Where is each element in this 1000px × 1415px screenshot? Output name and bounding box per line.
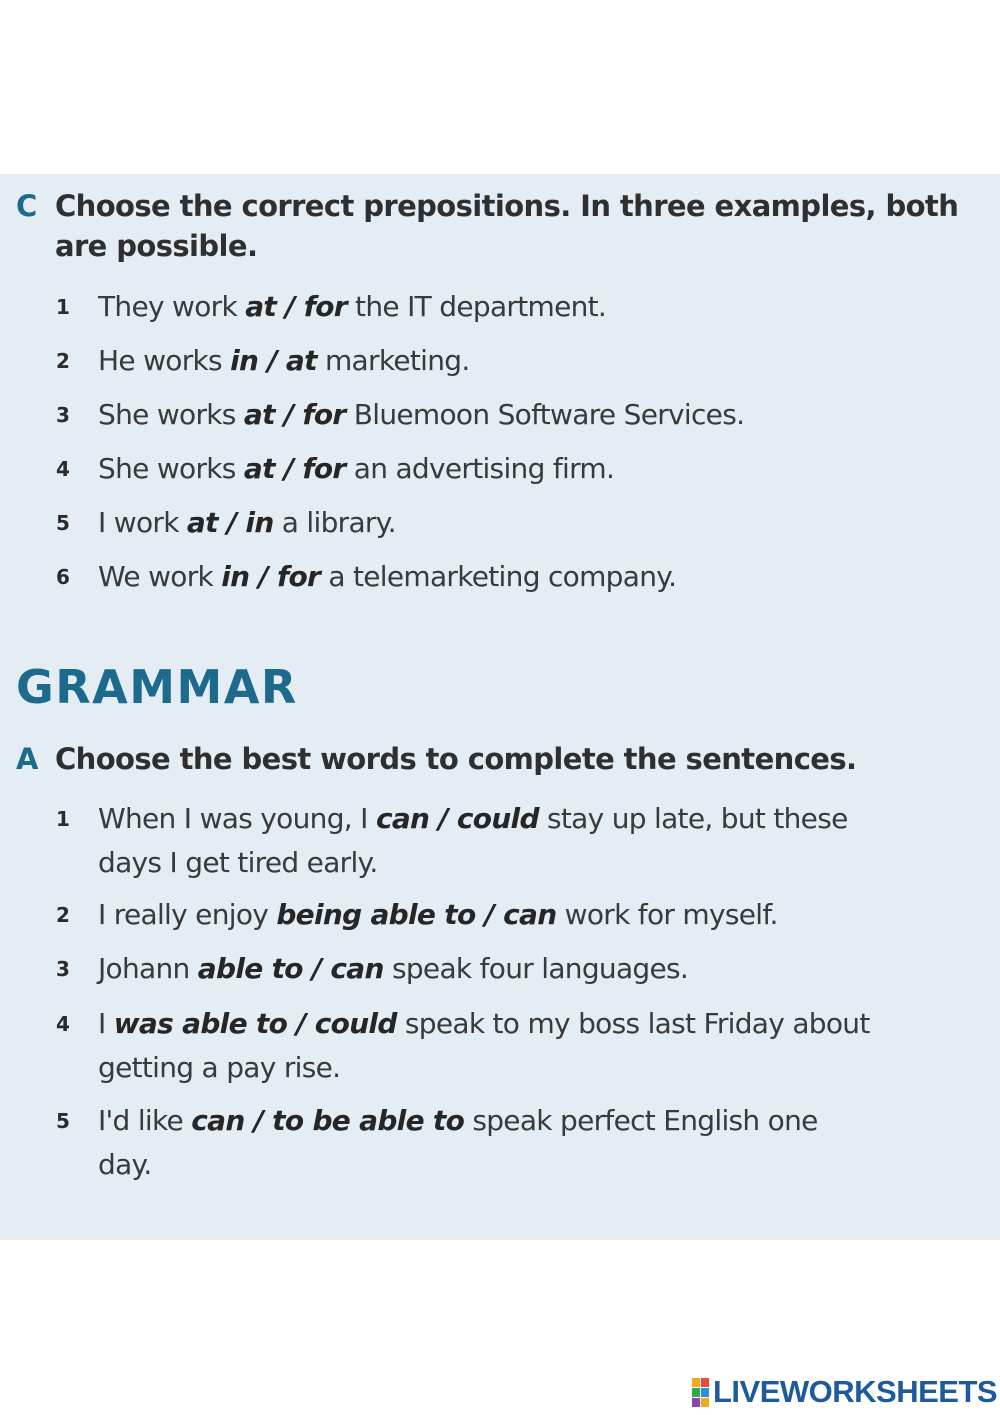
item-number: 2 (56, 349, 70, 373)
item-text-pre: She works (98, 398, 244, 431)
item-number: 3 (56, 403, 70, 427)
section-a-item-3 (56, 947, 886, 991)
section-c-heading (16, 186, 958, 266)
item-text-pre: I work (98, 506, 187, 539)
item-number: 3 (56, 957, 70, 981)
item-text-post: stay up late, but these days I get tired early. (98, 802, 848, 879)
item-text-post: speak four languages. (383, 952, 689, 985)
item-options[interactable]: can / to be able to (191, 1104, 465, 1137)
section-c-letter: C (16, 189, 37, 223)
item-text-pre: We work (98, 560, 222, 593)
item-options[interactable]: in / for (221, 560, 321, 593)
grammar-title: GRAMMAR (16, 660, 298, 714)
item-text-pre: He works (98, 344, 231, 377)
item-options[interactable]: being able to / can (276, 898, 557, 931)
item-text-pre: They work (98, 290, 246, 323)
item-options[interactable]: at / for (245, 290, 347, 323)
section-a-item-1 (56, 797, 886, 885)
item-number: 5 (56, 1109, 70, 1133)
section-c-item-5 (56, 501, 886, 545)
item-number: 4 (56, 1012, 70, 1036)
item-options[interactable]: in / at (230, 344, 317, 377)
section-c-item-1 (56, 285, 886, 329)
section-c-item-2 (56, 339, 886, 383)
item-text-pre: Johann (98, 952, 198, 985)
section-a-item-5 (56, 1099, 886, 1187)
item-text-pre: She works (98, 452, 244, 485)
item-text-post: a library. (273, 506, 396, 539)
item-text-post: Bluemoon Software Services. (345, 398, 745, 431)
section-a-item-2 (56, 893, 886, 937)
section-c-instruction-line1: Choose the correct prepositions. In three examples, both (55, 189, 959, 223)
section-a-item-4 (56, 1002, 886, 1090)
item-options[interactable]: at / for (243, 398, 346, 431)
item-text-post: marketing. (316, 344, 470, 377)
section-a-instruction: Choose the best words to complete the sentences. (55, 742, 857, 776)
item-options[interactable]: was able to / could (113, 1007, 397, 1040)
section-c-item-6 (56, 555, 886, 599)
liveworksheets-logo[interactable] (692, 1372, 997, 1412)
item-number: 5 (56, 511, 70, 535)
item-text-post: the IT department. (346, 290, 607, 323)
logo-text: LIVEWORKSHEETS (713, 1374, 998, 1409)
item-number: 4 (56, 457, 70, 481)
item-text-pre: When I was young, I (98, 802, 376, 835)
item-text-post: work for myself. (556, 898, 778, 931)
item-number: 1 (56, 807, 70, 831)
section-a-heading (16, 739, 856, 779)
item-options[interactable]: able to / can (197, 952, 384, 985)
item-text-post: speak to my boss last Friday about getting a pay rise. (98, 1007, 870, 1084)
item-options[interactable]: can / could (375, 802, 539, 835)
section-c-item-4 (56, 447, 886, 491)
item-text-pre: I'd like (98, 1104, 192, 1137)
item-text-pre: I (98, 1007, 114, 1040)
item-number: 6 (56, 565, 70, 589)
item-options[interactable]: at / for (243, 452, 346, 485)
item-number: 2 (56, 903, 70, 927)
item-number: 1 (56, 295, 70, 319)
section-a-letter: A (16, 742, 38, 776)
item-text-post: a telemarketing company. (320, 560, 677, 593)
item-options[interactable]: at / in (186, 506, 274, 539)
section-c-instruction-line2: are possible. (55, 229, 258, 263)
item-text-post: an advertising firm. (345, 452, 615, 485)
section-c-item-3 (56, 393, 886, 437)
item-text-pre: I really enjoy (98, 898, 277, 931)
liveworksheets-logo-icon (692, 1378, 709, 1407)
item-text-post: speak perfect English one day. (98, 1104, 818, 1181)
